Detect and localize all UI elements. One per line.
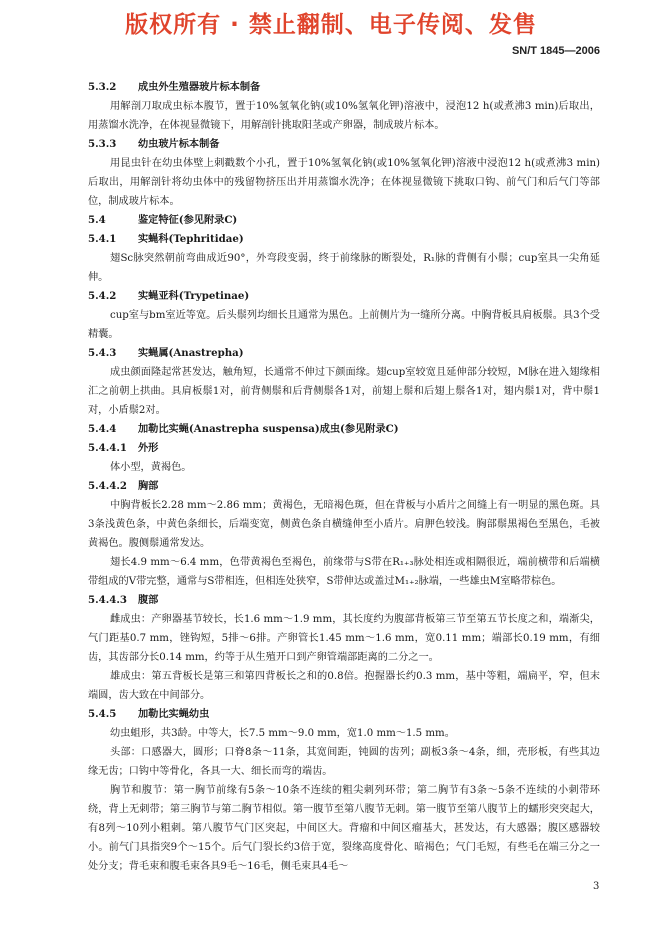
- section-heading: [88, 705, 600, 724]
- paragraph: 胸节和腹节：第一胸节前缘有5条～10条不连续的粗尖刺列环带；第二胸节有3条～5条不连续的小刺带环绕，背上无刺带；第三胸节与第二胸节相似。第一腹节至第八腹节无刺。第一腹节至第八腹节上的蠕形突突起大，有8列～10列小粗刺。第八腹节气门区突起，中间区大。背瘤和中间区瘤基大，甚发达，有大感器；腹区感器较小。前气门具指突9个～15个。后气门裂长约3倍于宽，裂缘高度骨化、暗褐色；气门毛短，有些毛在端三分之一处分支；背毛束和腹毛束各具9毛～16毛，侧毛束具4毛～: [88, 785, 600, 872]
- section-title: 实蝇属(Anastrepha): [138, 347, 244, 359]
- page-number: 3: [593, 881, 600, 892]
- paragraph: 翅Sc脉突然朝前弯曲成近90°，外弯段变弱，终于前缘脉的断裂处，R₁脉的背侧有小鬃；cup室具一尖角延伸。: [88, 253, 600, 283]
- section-number: 5.4.5: [88, 708, 117, 720]
- section-number: 5.3.3: [88, 138, 117, 150]
- paragraph: 中胸背板长2.28 mm～2.86 mm；黄褐色，无暗褐色斑，但在背板与小盾片之间缝上有一明显的黑色斑。具3条浅黄色条，中黄色条细长，后端变宽，侧黄色条自横缝伸至小盾片。肩胛色较浅。胸部鬃黑褐色至黑色，毛被黄褐色。腹侧鬃通常发达。: [88, 500, 600, 549]
- section-heading: [88, 287, 600, 306]
- paragraph: 雄成虫：第五背板长是第三和第四背板长之和的0.8倍。抱握器长约0.3 mm，基中等粗，端扁平，窄，但末端圆，齿大致在中间部分。: [88, 671, 600, 701]
- paragraph: cup室与bm室近等宽。后头鬃列均细长且通常为黑色。上前侧片为一缝所分离。中胸背板具肩板鬃。具3个受精囊。: [88, 310, 600, 340]
- section-number: 5.4.4.2: [88, 480, 127, 492]
- section-title: 外形: [138, 442, 159, 454]
- section-title: 实蝇亚科(Trypetinae): [138, 290, 250, 302]
- section-title: 鉴定特征(参见附录C): [138, 214, 238, 226]
- section-title: 加勒比实蝇幼虫: [138, 708, 210, 720]
- section-title: 胸部: [138, 480, 159, 492]
- section-heading: [88, 591, 600, 610]
- section-number: 5.4.4: [88, 423, 117, 435]
- copyright-banner: 版权所有 · 禁止翻制、电子传阅、发售: [125, 12, 537, 38]
- paragraph: 用解剖刀取成虫标本腹节，置于10%氢氧化钠(或10%氢氧化钾)溶液中，浸泡12 h(或煮沸3 min)后取出，用蒸馏水洗净，在体视显微镜下，用解剖针挑取阳茎或产卵器，制成玻片标本。: [88, 101, 600, 131]
- section-number: 5.4.4.1: [88, 442, 127, 454]
- section-number: 5.4.4.3: [88, 594, 127, 606]
- section-title: 幼虫玻片标本制备: [138, 138, 220, 150]
- section-heading: [88, 477, 600, 496]
- paragraph: 幼虫蛆形，共3龄。中等大，长7.5 mm～9.0 mm，宽1.0 mm～1.5 mm。: [110, 728, 455, 739]
- document-number: SN/T 1845—2006: [511, 45, 600, 57]
- paragraph: 体小型，黄褐色。: [110, 462, 192, 473]
- paragraph: 雌成虫：产卵器基节较长，长1.6 mm～1.9 mm，其长度约为腹部背板第三节至第五节长度之和，端渐尖，气门距基0.7 mm，锉钩短，5排～6排。产卵管长1.45 mm～1.6 mm，宽0.11 mm；端部长0.19 mm，有细齿，其齿部分长0.14 mm，约等于从生殖开口到产卵管端部距离的二分之一。: [88, 614, 600, 663]
- section-title: 成虫外生殖器玻片标本制备: [138, 81, 261, 93]
- paragraph: 用昆虫针在幼虫体壁上刺戳数个小孔，置于10%氢氧化钠(或10%氢氧化钾)溶液中浸泡12 h(或煮沸3 min)后取出，用解剖针将幼虫体中的残留物挤压出并用蒸馏水洗净；在体视显微镜下挑取口钩、前气门和后气门等部位，制成玻片标本。: [88, 158, 600, 207]
- paragraph: 翅长4.9 mm～6.4 mm，色带黄褐色至褐色，前缘带与S带在R₁₊₃脉处相连或相隔很近，端前横带和后端横带组成的V带完整，通常与S带相连，但相连处狭窄，S带伸达或盖过M₁₊₂脉端，一些雄虫M室略带棕色。: [88, 557, 600, 587]
- section-number: 5.4.1: [88, 233, 117, 245]
- paragraph: 头部：口感器大，圆形；口脊8条～11条，其宽间距，钝圆的齿列；副板3条～4条，细，壳形板，有些其边缘无齿；口钩中等骨化，各具一大、细长而弯的端齿。: [88, 747, 600, 777]
- section-number: 5.3.2: [88, 81, 117, 93]
- section-heading: [88, 230, 600, 249]
- section-title: 加勒比实蝇(Anastrepha suspensa)成虫(参见附录C): [138, 423, 399, 435]
- section-number: 5.4.3: [88, 347, 117, 359]
- paragraph: 成虫颜面隆起常甚发达，触角短，长通常不伸过下颜面缘。翅cup室较宽且延伸部分较短，M脉在进入翅缘相汇之前朝上拱曲。具肩板鬃1对，前背侧鬃和后背侧鬃各1对，前翅上鬃和后翅上鬃各1对，翅内鬃1对，背中鬃1对，小盾鬃2对。: [88, 367, 600, 416]
- section-heading: [88, 420, 600, 439]
- section-title: 腹部: [138, 594, 159, 606]
- section-heading: [88, 135, 600, 154]
- section-heading: [88, 344, 600, 363]
- section-heading: [88, 439, 600, 458]
- section-title: 实蝇科(Tephritidae): [138, 233, 244, 245]
- section-heading: [88, 78, 600, 97]
- section-heading: [88, 211, 600, 230]
- section-number: 5.4: [88, 214, 106, 226]
- document-body: [88, 78, 600, 876]
- section-number: 5.4.2: [88, 290, 117, 302]
